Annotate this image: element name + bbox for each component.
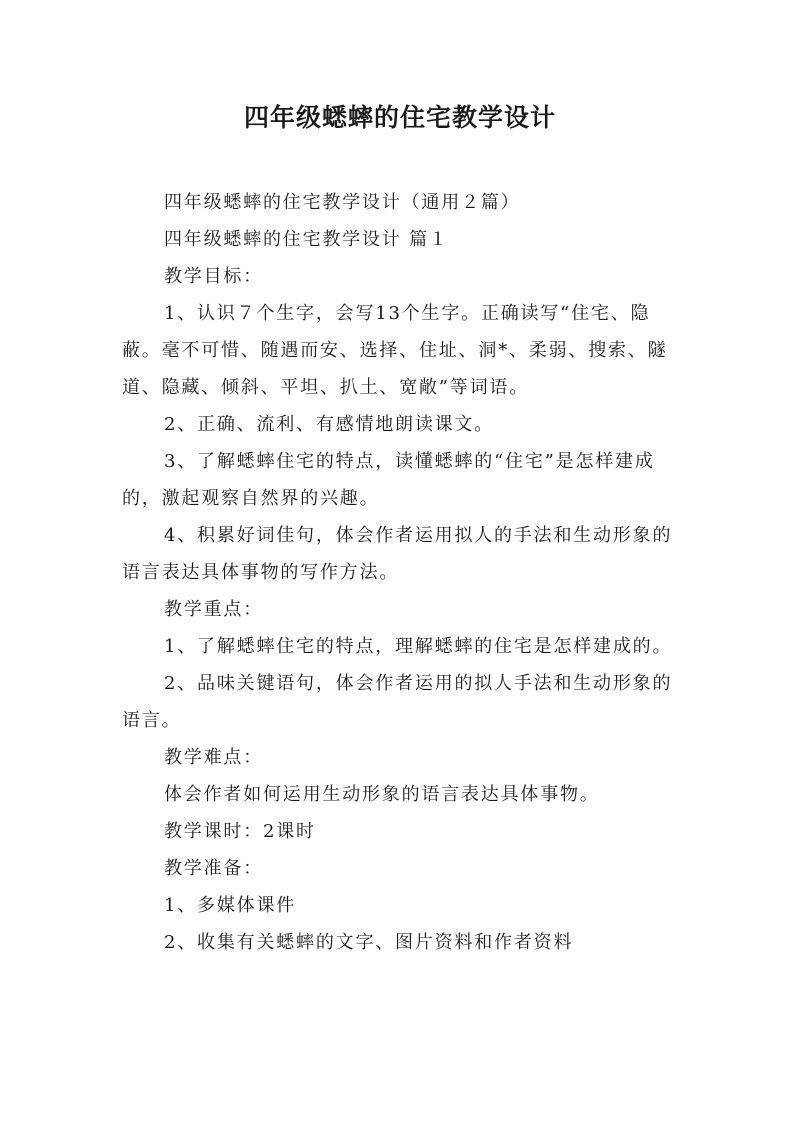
paragraph-objective-3: 3、了解蟋蟀住宅的特点，读懂蟋蟀的“住宅”是怎样建成的，激起观察自然界的兴趣。 [122, 451, 655, 509]
paragraph-difficulty: 体会作者如何运用生动形象的语言表达具体事物。 [164, 784, 600, 805]
paragraph-subtitle: 四年级蟋蟀的住宅教学设计（通用２篇） [164, 192, 521, 213]
paragraph-preparation-heading: 教学准备： [164, 858, 263, 879]
paragraph-class-hours: 教学课时：2课时 [164, 821, 316, 842]
paragraph-objective-4: 4、积累好词佳句，体会作者运用拟人的手法和生动形象的语言表达具体事物的写作方法。 [122, 525, 673, 583]
paragraph-difficulty-heading: 教学难点： [164, 747, 263, 768]
paragraph-key-point-2: 2、品味关键语句，体会作者运用的拟人手法和生动形象的语言。 [122, 673, 673, 731]
paragraph-preparation-1: 1、多媒体课件 [164, 895, 297, 916]
paragraph-section-heading: 四年级蟋蟀的住宅教学设计 篇１ [164, 229, 449, 250]
paragraph-objective-2: 2、正确、流利、有感情地朗读课文。 [164, 414, 495, 435]
paragraph-objectives-heading: 教学目标： [164, 266, 263, 287]
paragraph-key-points-heading: 教学重点： [164, 599, 263, 620]
document-body [122, 184, 688, 961]
paragraph-key-point-1: 1、了解蟋蟀住宅的特点，理解蟋蟀的住宅是怎样建成的。 [164, 636, 673, 657]
paragraph-preparation-2: 2、收集有关蟋蟀的文字、图片资料和作者资料 [164, 932, 574, 953]
document-title: 四年级蟋蟀的住宅教学设计 [243, 103, 556, 132]
paragraph-objective-1: 1、认识７个生字，会写13个生字。正确读写“住宅、隐蔽。毫不可惜、随遇而安、选择、住址、洞*、柔弱、搜索、隧道、隐藏、倾斜、平坦、扒土、宽敞”等词语。 [122, 303, 668, 398]
